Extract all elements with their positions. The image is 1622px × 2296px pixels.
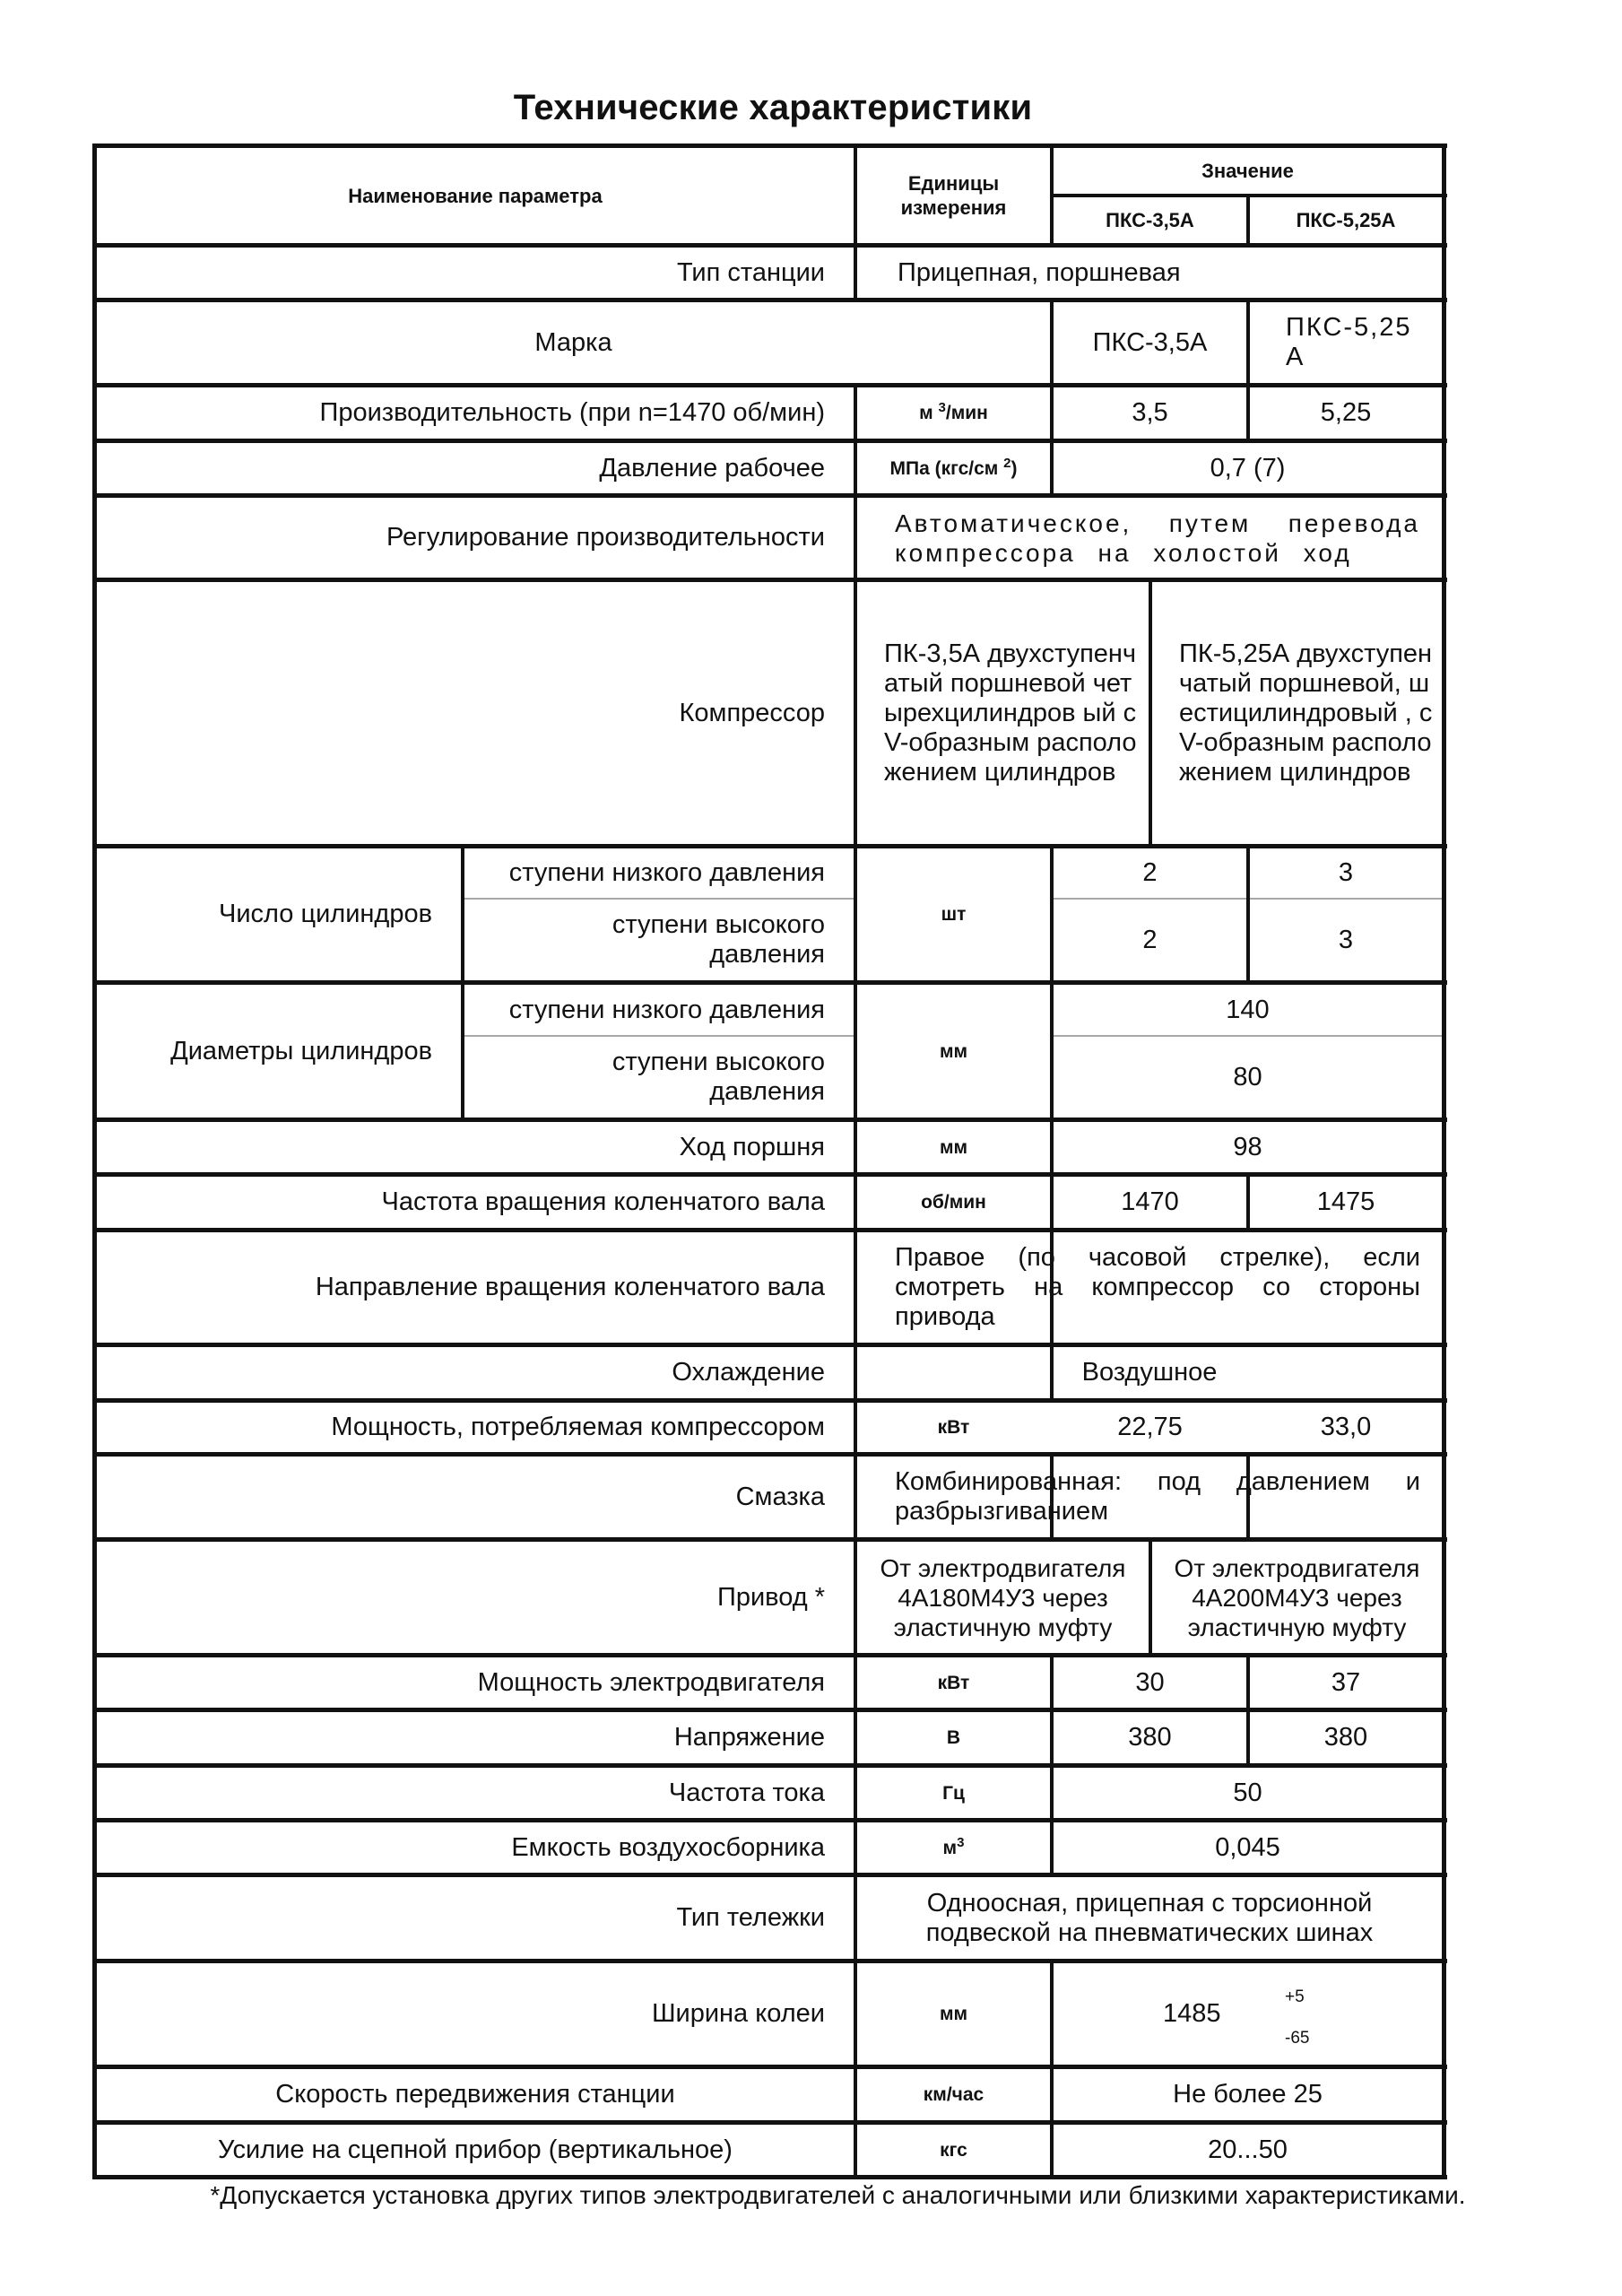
value-receiver: 0,045 — [1215, 1832, 1280, 1862]
table-border-right — [1442, 144, 1446, 2179]
value-drive-b: От электродвигателя 4А200М4У3 через эластичную муфту — [1174, 1553, 1420, 1641]
unit-voltage: В — [946, 1727, 961, 1748]
label-receiver: Емкость воздухосборника — [511, 1832, 825, 1862]
value-station-type: Прицепная, поршневая — [898, 257, 1181, 287]
value-cyl-count-low-a: 2 — [1142, 858, 1158, 887]
value-capacity-a: 3,5 — [1132, 398, 1168, 427]
label-cyl-diam: Диаметры цилиндров — [170, 1036, 432, 1065]
value-stroke: 98 — [1233, 1132, 1262, 1161]
header-param: Наименование параметра — [348, 184, 603, 207]
unit-frequency: Гц — [942, 1782, 965, 1804]
label-lubrication: Смазка — [735, 1482, 825, 1511]
unit-track: мм — [939, 2004, 968, 2024]
label-cooling: Охлаждение — [672, 1358, 825, 1387]
unit-cyl-count: шт — [941, 904, 967, 925]
value-motor-power-a: 30 — [1135, 1667, 1165, 1697]
header-model-a: ПКС-3,5А — [1106, 209, 1194, 231]
value-comp-power-b: 33,0 — [1320, 1413, 1372, 1441]
label-regulation: Регулирование производительности — [386, 523, 825, 552]
value-track: 1485 — [1163, 1999, 1221, 2028]
header-model-b: ПКС-5,25А — [1296, 209, 1396, 231]
label-drive: Привод * — [716, 1582, 825, 1612]
value-speed: Не более 25 — [1173, 2080, 1323, 2109]
label-comp-power: Мощность, потребляемая компрессором — [331, 1413, 825, 1441]
value-capacity-b: 5,25 — [1320, 398, 1372, 427]
label-trolley: Тип тележки — [676, 1903, 825, 1932]
value-cyl-diam-high: 80 — [1233, 1062, 1262, 1091]
value-comp-power-a: 22,75 — [1117, 1413, 1183, 1441]
value-cyl-diam-low: 140 — [1226, 995, 1270, 1024]
value-compressor-a: ПК-3,5А двухступенчатый поршневой четырехцилиндров ый с V-образным расположением цилиндров — [884, 639, 1137, 787]
unit-pressure: МПа (кгс/см $^2$) — [889, 455, 1018, 479]
unit-comp-power: кВт — [937, 1417, 970, 1438]
value-crank-speed-a: 1470 — [1121, 1187, 1179, 1216]
unit-cyl-diam: мм — [939, 1040, 968, 1062]
label-cyl-diam-low: ступени низкого давления — [508, 995, 825, 1024]
label-brand: Марка — [534, 327, 612, 357]
unit-receiver: $м^3$ — [942, 1834, 965, 1858]
label-hitch: Усилие на сцепной прибор (вертикальное) — [218, 2135, 733, 2164]
label-cyl-diam-high: ступени высокого давления — [612, 1048, 825, 1106]
label-stroke: Ход поршня — [679, 1132, 825, 1161]
header-value: Значение — [1201, 160, 1294, 182]
label-crank-speed: Частота вращения коленчатого вала — [381, 1187, 825, 1216]
value-trolley: Одноосная, прицепная с торсионной подвеской на пневматических шинах — [925, 1888, 1374, 1947]
unit-hitch: кгс — [940, 2139, 967, 2161]
label-motor-power: Мощность электродвигателя — [477, 1667, 825, 1697]
value-pressure: 0,7 (7) — [1210, 453, 1286, 483]
value-voltage-b: 380 — [1323, 1723, 1368, 1752]
value-crank-dir: Правое (по часовой стрелке), если смотреть на компрессор со стороны привода — [895, 1243, 1420, 1331]
label-pressure: Давление рабочее — [599, 453, 825, 483]
value-brand-a: ПКС-3,5А — [1092, 327, 1208, 357]
label-compressor: Компрессор — [679, 698, 825, 727]
label-station-type: Тип станции — [676, 257, 825, 287]
label-frequency: Частота тока — [668, 1778, 825, 1807]
footnote: *Допускается установка других типов электродвигателей с аналогичными или близкими характеристиками. — [210, 2181, 1466, 2209]
label-speed: Скорость передвижения станции — [275, 2080, 675, 2109]
track-tolerance-minus: -65 — [1285, 2029, 1310, 2048]
page-title: Технические характеристики — [513, 88, 1033, 127]
value-frequency: 50 — [1233, 1778, 1262, 1807]
value-brand-b: ПКС-5,25 А — [1286, 313, 1412, 371]
unit-motor-power: кВт — [937, 1672, 970, 1693]
table-border-bottom — [93, 2175, 1447, 2179]
unit-capacity: м $^3$/мин — [919, 400, 988, 423]
label-cyl-count-low: ступени низкого давления — [508, 858, 825, 887]
header-units: Единицы измерения — [900, 172, 1007, 219]
track-tolerance-plus: +5 — [1285, 1987, 1305, 2006]
value-drive-a: От электродвигателя 4А180М4У3 через эластичную муфту — [880, 1553, 1126, 1641]
label-capacity: Производительность (при n=1470 об/мин) — [319, 398, 825, 427]
label-cyl-count: Число цилиндров — [219, 900, 432, 928]
value-voltage-a: 380 — [1128, 1723, 1172, 1752]
unit-crank-speed: об/мин — [921, 1192, 986, 1213]
label-cyl-count-high: ступени высокого давления — [612, 910, 825, 969]
value-regulation: Автоматическое, путем перевода компрессора на холостой ход — [895, 509, 1420, 567]
unit-speed: км/час — [923, 2084, 984, 2105]
value-lubrication: Комбинированная: под давлением и разбрызгиванием — [895, 1467, 1420, 1526]
value-compressor-b: ПК-5,25А двухступенчатый поршневой, шестицилиндровый , с V-образным расположением цилиндров — [1179, 639, 1433, 787]
value-cyl-count-low-b: 3 — [1338, 858, 1354, 887]
value-crank-speed-b: 1475 — [1316, 1187, 1375, 1216]
label-track: Ширина колеи — [651, 1999, 825, 2028]
unit-stroke: мм — [939, 1136, 968, 1158]
label-voltage: Напряжение — [673, 1723, 825, 1752]
value-cyl-count-high-a: 2 — [1142, 925, 1158, 954]
value-motor-power-b: 37 — [1331, 1667, 1361, 1697]
label-crank-dir: Направление вращения коленчатого вала — [315, 1273, 825, 1301]
value-hitch: 20...50 — [1208, 2135, 1288, 2164]
value-cyl-count-high-b: 3 — [1338, 925, 1354, 954]
value-cooling: Воздушное — [1081, 1358, 1218, 1387]
